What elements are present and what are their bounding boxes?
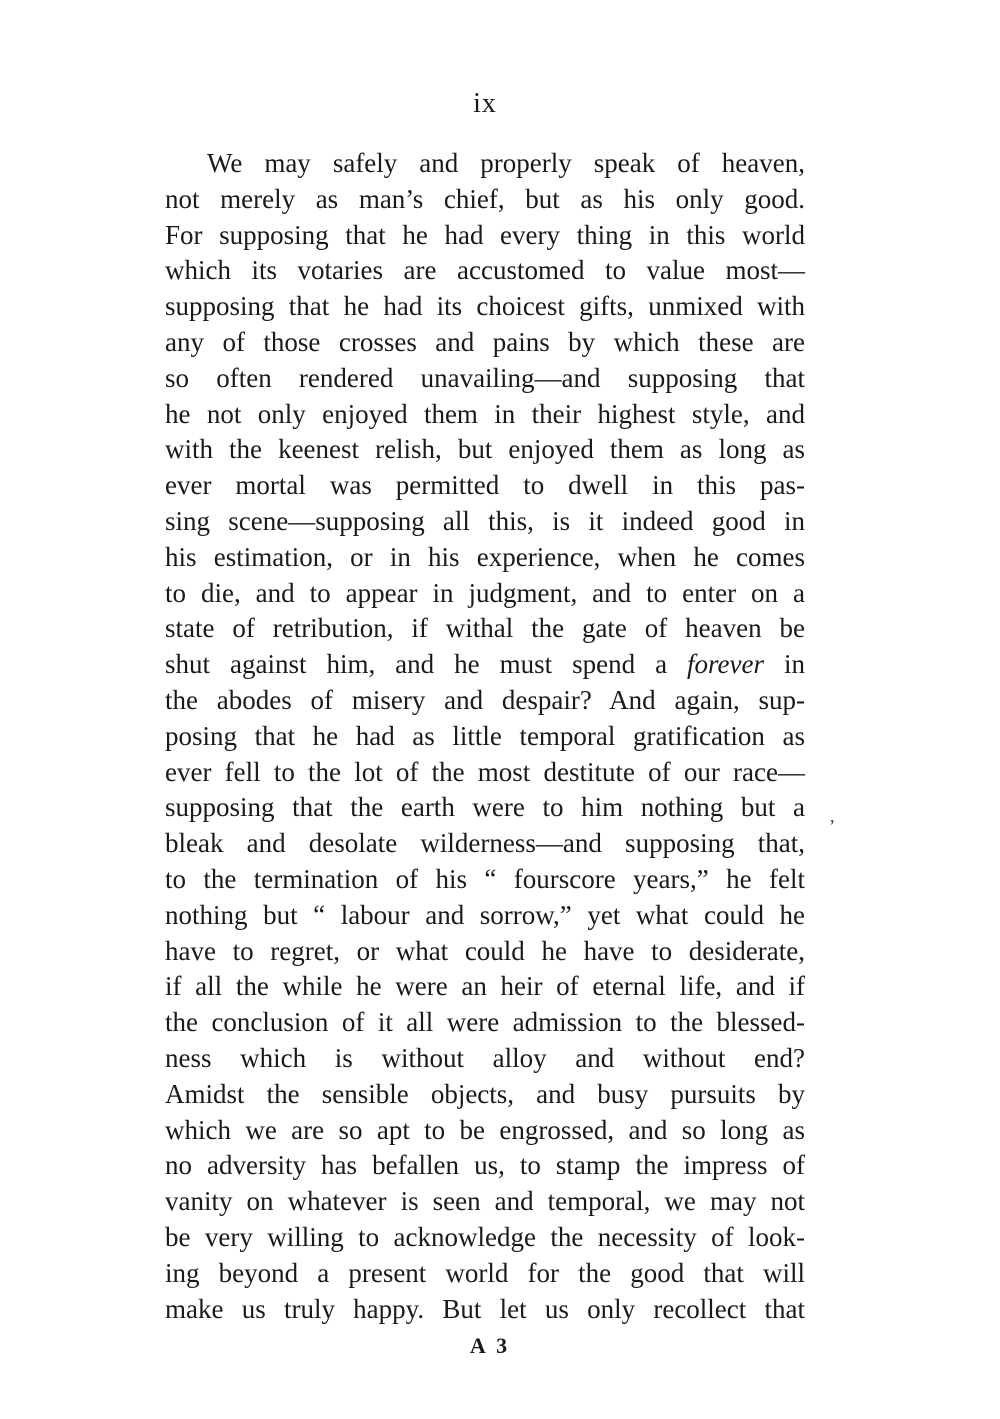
text-line: ness which is without alloy and without end? xyxy=(165,1042,805,1073)
text-line: to die, and to appear in judgment, and to enter on a xyxy=(165,577,805,608)
body-text xyxy=(165,146,805,1327)
text-line: nothing but “ labour and sorrow,” yet what could he xyxy=(165,899,805,930)
text-line: if all the while he were an heir of eternal life, and if xyxy=(165,971,805,1002)
text-line: ing beyond a present world for the good that will xyxy=(165,1257,805,1288)
text-line: with the keenest relish, but enjoyed them as long as xyxy=(165,434,805,465)
text-line: We may safely and properly speak of heaven, xyxy=(207,148,805,178)
text-line: supposing that he had its choicest gifts, unmixed with xyxy=(165,291,805,322)
text-line: sing scene—supposing all this, is it indeed good in xyxy=(165,505,805,536)
text-line: ever fell to the lot of the most destitute of our race— xyxy=(165,756,805,787)
text-line: to the termination of his “ fourscore years,” he felt xyxy=(165,863,805,894)
text-line: Amidst the sensible objects, and busy pursuits by xyxy=(165,1078,805,1109)
text-line: be very willing to acknowledge the necessity of look- xyxy=(165,1221,805,1252)
page-number: ix xyxy=(473,88,497,119)
text-line: the abodes of misery and despair? And again, sup- xyxy=(165,684,805,715)
text-line: so often rendered unavailing—and supposing that xyxy=(165,362,805,393)
text-line: no adversity has befallen us, to stamp the impress of xyxy=(165,1150,805,1181)
text-line: ever mortal was permitted to dwell in this pas- xyxy=(165,470,805,501)
text-line: bleak and desolate wilderness—and supposing that, xyxy=(165,828,805,859)
text-line: state of retribution, if withal the gate of heaven be xyxy=(165,613,805,644)
text-line: not merely as man’s chief, but as his only good. xyxy=(165,183,805,214)
text-segment: in xyxy=(784,649,806,680)
text-line: which its votaries are accustomed to value most— xyxy=(165,255,805,286)
text-line: vanity on whatever is seen and temporal, we may not xyxy=(165,1186,805,1217)
italic-word: forever xyxy=(687,649,765,680)
text-line: For supposing that he had every thing in this world xyxy=(165,219,805,250)
text-line: have to regret, or what could he have to desiderate, xyxy=(165,935,805,966)
text-line: any of those crosses and pains by which these are xyxy=(165,326,805,357)
text-line: supposing that the earth were to him nothing but a xyxy=(165,792,805,823)
text-line: posing that he had as little temporal gratification as xyxy=(165,720,805,751)
text-line-with-italic xyxy=(165,647,805,683)
text-line: his estimation, or in his experience, when he comes xyxy=(165,541,805,572)
text-line: make us truly happy. But let us only recollect that xyxy=(165,1293,805,1324)
text-segment: shut against him, and he must spend a xyxy=(165,649,668,680)
margin-mark: , xyxy=(830,806,835,826)
text-line: which we are so apt to be engrossed, and so long as xyxy=(165,1114,805,1145)
text-line: the conclusion of it all were admission to the blessed- xyxy=(165,1007,805,1038)
text-line: he not only enjoyed them in their highest style, and xyxy=(165,398,805,429)
printer-signature: A 3 xyxy=(469,1333,511,1358)
